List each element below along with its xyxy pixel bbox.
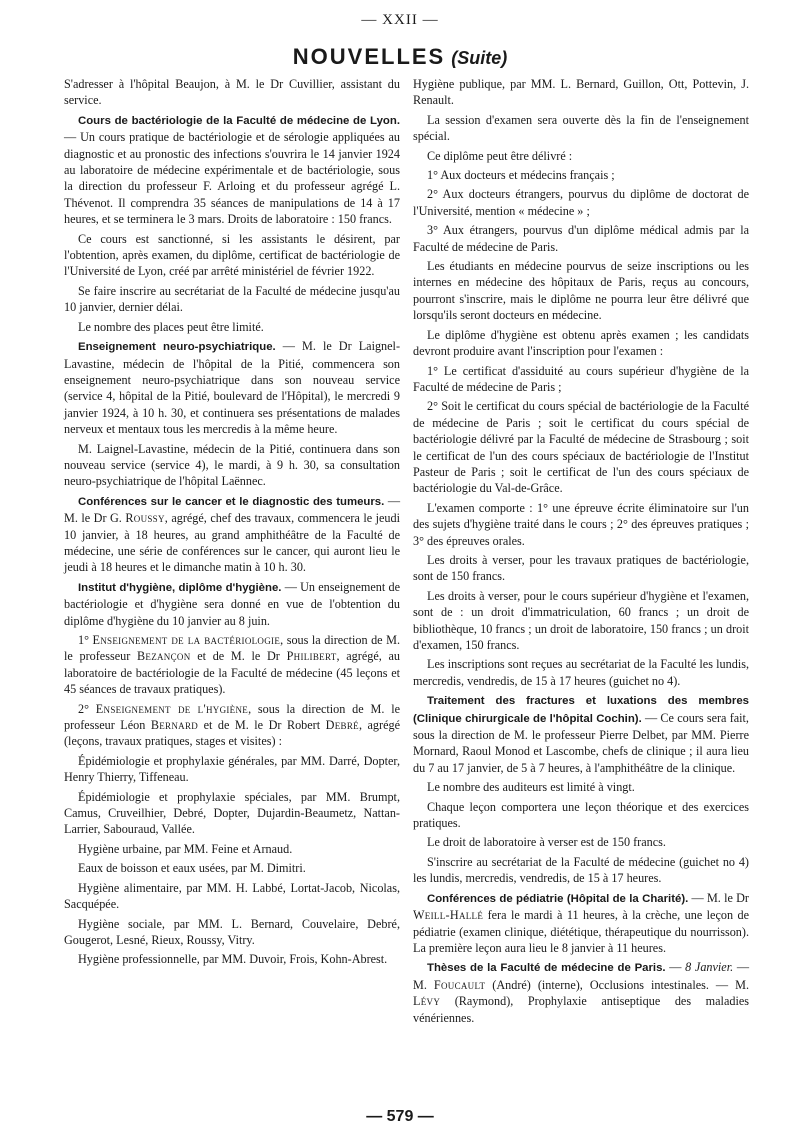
- paragraph: Les inscriptions sont reçues au secrétariat de la Faculté les lundis, mercredis, vendredis, de 15 à 17 heures (guichet no 4).: [413, 657, 749, 688]
- section-heading: Enseignement neuro-psychiatrique.: [78, 341, 276, 354]
- section-heading: Institut d'hygiène, diplôme d'hygiène.: [78, 581, 282, 594]
- person-name: Bezançon: [136, 649, 191, 664]
- section-text: — M.: [413, 960, 750, 992]
- section-neuro-psychiatrique: [64, 338, 400, 437]
- paragraph: S'inscrire au secrétariat de la Faculté de médecine (guichet no 4) les lundis, mercredis, vendredis, de 15 à 17 heures.: [413, 854, 749, 886]
- list-item: [64, 701, 400, 750]
- list-item: 2° Soit le certificat du cours spécial de bactériologie de la Faculté de médecine de Paris ; soit le certificat du cours spécial de bactériologie délivré par la Faculté de médecine de Strasbourg ; soit le certificat de l'un des cours spéciaux de bactériologie de l'Institut Pasteur de Paris ; soit le certificat de l'un des cours spéciaux de bactériologie du Val-de-Grâce.: [413, 399, 749, 496]
- section-institut-hygiene: [64, 579, 400, 629]
- paragraph: L'examen comporte : 1° une épreuve écrite éliminatoire sur l'un des sujets d'hygiène traité dans le cours ; 2° des épreuves pratiques ; 3° des épreuves orales.: [413, 500, 749, 548]
- page-number: — 579 —: [366, 1108, 434, 1125]
- paragraph: Les droits à verser, pour les travaux pratiques de bactériologie, sont de 150 francs.: [413, 552, 749, 584]
- paragraph: Le droit de laboratoire à verser est de 150 francs.: [427, 835, 666, 850]
- item-text: , sous la direction de M. le professeur: [64, 633, 400, 664]
- person-name: Foucault: [433, 977, 486, 992]
- paragraph: Les droits à verser, pour le cours supérieur d'hygiène et l'examen, sont de : un droit d'immatriculation, 60 francs ; un droit de bibliothèque, 10 francs ; un droit de laboratoire, 150 francs ; un droit d'examen, 150 francs.: [413, 588, 749, 652]
- section-text: — Ce cours sera fait, sous la direction de M. le professeur Pierre Delbet, par MM. Pierre Mornard, Raoul Monod et Lascombe, chefs de clinique ; il aura lieu du 7 au 17 janvier, de 5 à 7 heures, à l'amphithéâtre de la clinique.: [413, 710, 749, 775]
- item-title: Enseignement de l'hygiène: [95, 701, 249, 716]
- paragraph: Ce diplôme peut être délivré :: [427, 148, 573, 163]
- paragraph: Le diplôme d'hygiène est obtenu après examen ; les candidats devront produire avant l'inscription pour l'examen :: [413, 327, 749, 359]
- person-name: Lévy: [413, 994, 441, 1009]
- paragraph: Le nombre des places peut être limité.: [78, 319, 264, 334]
- section-heading: Conférences sur le cancer et le diagnostic des tumeurs.: [78, 495, 385, 508]
- paragraph: Les étudiants en médecine pourvus de seize inscriptions ou les internes en médecine des hôpitaux de Paris, reçus au concours, pourront s'inscrire, mais le diplôme ne pourra leur être délivré que lorsqu'ils seront docteurs en médecine.: [413, 259, 749, 323]
- section-heading: Traitement des fractures et luxations des membres (Clinique chirurgicale de l'hôpital Cochin).: [413, 695, 749, 725]
- section-text: , agrégé, chef des travaux, commencera le jeudi 10 janvier, à 18 heures, au grand amphithéâtre de la Faculté de médecine, une série de conférences sur le cancer, qui auront lieu le jeudi à 18 heures et le dimanche matin à 10 h. 30.: [64, 511, 401, 575]
- list-item: 1° Le certificat d'assiduité au cours supérieur d'hygiène de la Faculté de médecine de Paris ;: [413, 363, 749, 394]
- item-text: , agrégé (leçons, travaux pratiques, stages et visites) :: [64, 718, 400, 749]
- right-column: [413, 76, 749, 1029]
- item-number: 1°: [78, 633, 93, 647]
- paragraph: Chaque leçon comportera une leçon théorique et des exercices pratiques.: [413, 799, 749, 831]
- list-item: 2° Aux docteurs étrangers, pourvus du diplôme de doctorat de l'Université, mention « médecine » ;: [413, 187, 749, 218]
- item-text: et de M. le Dr Robert: [198, 718, 326, 733]
- section-theses: [413, 959, 749, 1026]
- person-name: Roussy: [125, 511, 165, 526]
- person-name: Bernard: [150, 718, 199, 733]
- section-heading: Conférences de pédiatrie (Hôpital de la Charité).: [427, 892, 689, 905]
- section-text: — M. le Dr: [688, 890, 749, 905]
- list-item: 3° Aux étrangers, pourvus d'un diplôme médical admis par la Faculté de médecine de Paris.: [413, 223, 749, 254]
- person-name: Debré: [325, 718, 359, 733]
- paragraph: Ce cours est sanctionné, si les assistants le désirent, par l'obtention, après examen, du diplôme, certificat de bactériologie de l'Université de Lyon, créé par arrêté ministériel de février 1922.: [64, 231, 400, 279]
- section-text: — Un enseignement de bactériologie et d'hygiène sera donné en vue de l'obtention du diplôme d'hygiène du 10 janvier au 8 juin.: [64, 579, 401, 628]
- course-line: Hygiène sociale, par MM. L. Bernard, Couvelaire, Debré, Gougerot, Lesné, Rieux, Roussy, Vitry.: [64, 916, 400, 947]
- section-bacteriologie-lyon: [64, 112, 400, 228]
- list-item: 1° Aux docteurs et médecins français ;: [427, 168, 615, 183]
- section-heading: Cours de bactériologie de la Faculté de médecine de Lyon.: [78, 114, 400, 127]
- item-text: et de M. le Dr: [190, 649, 287, 664]
- page-title: [0, 44, 800, 70]
- section-pediatrie: [413, 890, 749, 957]
- item-text: , sous la direction de M. le professeur Léon: [64, 701, 401, 733]
- thesis-date: 8 Janvier.: [685, 960, 734, 975]
- list-item: [64, 632, 400, 698]
- section-text: (Raymond), Prophylaxie antiseptique des maladies vénériennes.: [413, 994, 749, 1025]
- course-line: Eaux de boisson et eaux usées, par M. Dimitri.: [78, 861, 306, 876]
- paragraph: La session d'examen sera ouverte dès la fin de l'enseignement spécial.: [413, 112, 749, 144]
- section-fractures-luxations: [413, 692, 749, 776]
- section-text: — Un cours pratique de bactériologie et de sérologie appliquées au diagnostic et au pronostic des infections s'ouvrira le 14 janvier 1924 au laboratoire de médecine expérimentale et de bactériologie, sous la direction du professeur F. Arloing et du professeur agrégé L. Thévenot. Il comprendra 35 séances de manipulations de 14 à 17 heures, et se terminera le 3 mars. Droits de laboratoire : 150 francs.: [64, 130, 400, 227]
- section-text: (André) (interne), Occlusions intestinales. — M.: [485, 977, 750, 992]
- paragraph: Se faire inscrire au secrétariat de la Faculté de médecine jusqu'au 10 janvier, dernier délai.: [64, 283, 400, 315]
- page-roman-numeral: — XXII —: [361, 12, 439, 28]
- section-heading: Thèses de la Faculté de médecine de Paris.: [427, 962, 666, 975]
- item-text: , agrégé, au laboratoire de bactériologie de la Faculté de médecine (45 leçons et 45 séances de travaux pratiques).: [64, 649, 400, 697]
- paragraph: S'adresser à l'hôpital Beaujon, à M. le Dr Cuvillier, assistant du service.: [64, 77, 400, 108]
- section-text: — M. le Dr Laignel-Lavastine, médecin de l'hôpital de la Pitié, commencera son enseignement neuro-psychiatrique dans son nouveau service (service 4, hôpital de la Pitié, boulevard de l'Hôpital), le mercredi 9 janvier 1924, à 10 h. 30, et continuera ses présentations de malades nerveux et mentaux tous les mercredis à la même heure.: [64, 339, 400, 437]
- left-column: [64, 76, 400, 971]
- course-line: Épidémiologie et prophylaxie spéciales, par MM. Brumpt, Camus, Cruveilhier, Debré, Dopter, Dujardin-Beaumetz, Nattan-Larrier, Sabouraud, Vallée.: [64, 789, 400, 837]
- person-name: Philibert: [286, 649, 337, 664]
- paragraph: Hygiène publique, par MM. L. Bernard, Guillon, Ott, Pottevin, J. Renault.: [413, 77, 749, 108]
- section-text: — M. le Dr G.: [64, 493, 401, 526]
- paragraph: M. Laignel-Lavastine, médecin de la Pitié, continuera dans son nouveau service (service 4), le mardi, à 9 h. 30, sa consultation neuro-psychiatrique de l'hôpital Laënnec.: [64, 441, 400, 489]
- course-line: Hygiène professionnelle, par MM. Duvoir, Frois, Kohn-Abrest.: [78, 952, 388, 967]
- course-line: Épidémiologie et prophylaxie générales, par MM. Darré, Dopter, Henry Thierry, Tiffeneau.: [64, 753, 400, 785]
- person-name: Weill-Hallé: [413, 908, 484, 923]
- title-main: NOUVELLES: [292, 44, 446, 69]
- course-line: Hygiène alimentaire, par MM. H. Labbé, Lortat-Jacob, Nicolas, Sacquépée.: [64, 880, 400, 912]
- course-line: Hygiène urbaine, par MM. Feine et Arnaud.: [78, 841, 293, 856]
- section-text: —: [665, 960, 686, 975]
- section-cancer-tumeurs: [64, 493, 400, 576]
- item-number: 2°: [78, 701, 96, 716]
- paragraph: Le nombre des auditeurs est limité à vingt.: [427, 780, 635, 795]
- item-title: Enseignement de la bactériologie: [92, 633, 281, 647]
- title-suite: (Suite): [451, 48, 508, 68]
- section-text: fera le mardi à 11 heures, à la crèche, une leçon de pédiatrie (examen clinique, diététique, thérapeutique du nourrisson). La première leçon aura lieu le 8 janvier à 11 heures.: [413, 908, 749, 955]
